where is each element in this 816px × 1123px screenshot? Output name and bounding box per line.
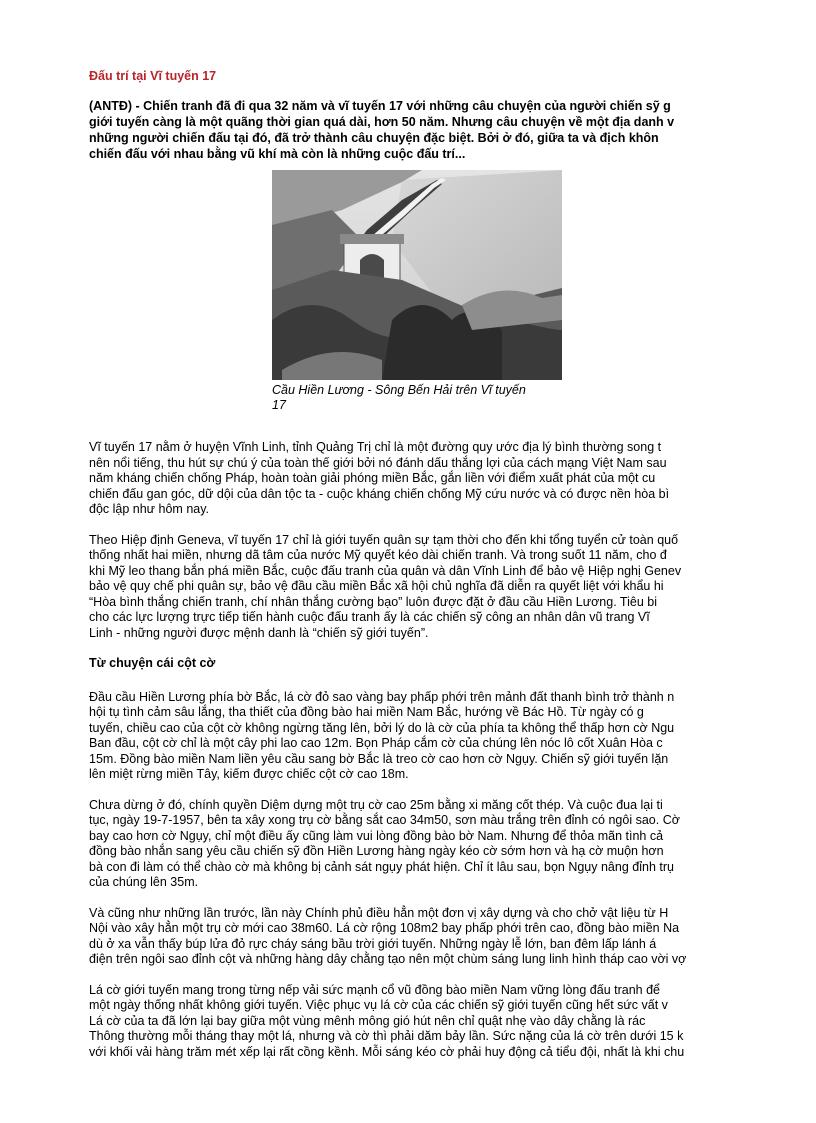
- text-line: một ngày thống nhất không giới tuyến. Việc phục vụ lá cờ của các chiến sỹ giới tuyến cũng hết sức vất v: [89, 998, 668, 1012]
- article-body: [89, 440, 732, 1100]
- text-line: 15m. Đồng bào miền Nam liền yêu cầu sang bờ Bắc là treo cờ cao hơn cờ Ngụy. Chiến sỹ giới tuyến lặn: [89, 751, 669, 766]
- text-line: với khối vải hàng trăm mét xếp lại rất cồng kềnh. Mỗi sáng kéo cờ phải huy động cả tiểu đội, nhất là khi chu: [89, 1044, 685, 1059]
- text-line: bảo vệ quy chế phi quân sự, bảo vệ đầu cầu miền Bắc xã hội chủ nghĩa đã diễn ra quyết liệt với khẩu hi: [89, 579, 664, 593]
- text-line: điện trên ngôi sao đỉnh cột và những hàng dây chằng tạo nên một chùm sáng lung linh hình tháp cao vời vợ: [89, 952, 687, 966]
- paragraph: [89, 798, 732, 891]
- text-line: độc lập như hôm nay.: [89, 502, 210, 516]
- text-line: Nội vào xây hẳn một trụ cờ mới cao 38m60. Lá cờ rộng 108m2 bay phấp phới trên cao, đồng bào miền Na: [89, 921, 680, 935]
- text-line: khi Mỹ leo thang bắn phá miền Bắc, cuộc đấu tranh của quân và dân Vĩnh Linh để bảo vệ Hiệp nghị Genev: [89, 563, 682, 578]
- text-line: Theo Hiệp định Geneva, vĩ tuyến 17 chỉ là giới tuyến quân sự tạm thời cho đến khi tổng tuyển cử toàn quố: [89, 532, 679, 547]
- photo-caption: [272, 383, 572, 413]
- text-line: Ban đầu, cột cờ chỉ là một cây phi lao cao 12m. Bọn Pháp cắm cờ của chúng lên nóc lô cốt Xuân Hòa c: [89, 736, 663, 750]
- paragraph: [89, 440, 732, 518]
- paragraph: [89, 906, 732, 968]
- paragraph: [89, 983, 732, 1061]
- text-line: đồng bào nhắn sang yêu cầu chiến sỹ đồn Hiền Lương hàng ngày kéo cờ sớm hơn và hạ cờ muộn hơn: [89, 844, 664, 858]
- caption-line: 17: [272, 398, 286, 412]
- text-line: dù ở xa vẫn thấy búp lửa đỏ rực cháy sáng bầu trời giới tuyến. Những ngày lễ lớn, ban đêm lấp lánh á: [89, 936, 657, 951]
- text-line: bay cao hơn cờ Ngụy, chỉ một điều ấy cũng làm vui lòng đồng bào bờ Nam. Nhưng để thỏa mãn tình cả: [89, 828, 664, 843]
- text-line: thống nhất hai miền, nhưng dã tâm của nước Mỹ quyết kéo dài chiến tranh. Và trong suốt 11 năm, cho đ: [89, 548, 667, 562]
- paragraph: [89, 690, 732, 783]
- text-line: Vĩ tuyến 17 nằm ở huyện Vĩnh Linh, tỉnh Quảng Trị chỉ là một đường quy ước địa lý bình thường song t: [89, 440, 662, 454]
- text-line: của chúng lên 35m.: [89, 875, 199, 889]
- text-line: hội tụ tình cảm sâu lắng, tha thiết của đồng bào hai miền Nam Bắc, hướng về Bác Hồ. Từ ngày có g: [89, 705, 644, 719]
- lead-line: (ANTĐ) - Chiến tranh đã đi qua 32 năm và vĩ tuyến 17 với những câu chuyện của người chiến sỹ g: [89, 99, 671, 113]
- lead-line: những người chiến đấu tại đó, đã trở thành câu chuyện đặc biệt. Bởi ở đó, giữa ta và địch khôn: [89, 131, 659, 145]
- text-line: Đầu cầu Hiền Lương phía bờ Bắc, lá cờ đỏ sao vàng bay phấp phới trên mảnh đất thanh bình trở thành n: [89, 689, 675, 704]
- text-line: Linh - những người được mệnh danh là “chiến sỹ giới tuyến”.: [89, 625, 429, 640]
- caption-line: Cầu Hiền Lương - Sông Bến Hải trên Vĩ tuyến: [272, 383, 526, 397]
- text-line: bà con đi làm có thể chào cờ mà không bị cảnh sát ngụy phát hiện. Chỉ ít lâu sau, bọn Ngụy nâng đỉnh trụ: [89, 859, 674, 874]
- bridge-photo: [272, 170, 562, 380]
- section-heading: Từ chuyện cái cột cờ: [89, 656, 216, 670]
- lead-line: giới tuyến càng là một quãng thời gian quá dài, hơn 50 năm. Nhưng câu chuyện về một địa danh v: [89, 115, 675, 129]
- text-line: Lá cờ của ta đã lớn lại bay giữa một vùng mênh mông gió hút nên chỉ quật nhẹ vào dây chằng là rác: [89, 1013, 646, 1028]
- lead-line: chiến đấu với nhau bằng vũ khí mà còn là những cuộc đấu trí...: [89, 147, 466, 161]
- text-line: Thông thường mỗi tháng thay một lá, nhưng và cờ thì phải dăm bảy lần. Sức nặng của lá cờ trên dưới 15 k: [89, 1029, 684, 1043]
- text-line: nên nổi tiếng, thu hút sự chú ý của toàn thế giới bởi nó đánh dấu thắng lợi của cách mạng Việt Nam sau: [89, 455, 667, 470]
- text-line: chiến đấu gan góc, dữ dội của dân tộc ta - cuộc kháng chiến chống Mỹ cứu nước và có được nền hòa bì: [89, 486, 670, 501]
- text-line: cho các lực lượng trực tiếp tiến hành cuộc đấu tranh ấy là các chiến sỹ công an nhân dân vũ trang Vĩ: [89, 610, 650, 624]
- text-line: tuyến, chiều cao của cột cờ không ngừng tăng lên, bởi lý do là cờ của phía ta không thể thấp hơn cờ Ngu: [89, 720, 675, 735]
- text-line: tục, ngày 19-7-1957, bên ta xây xong trụ cờ bằng sắt cao 34m50, sơn màu trắng trên đỉnh có ngôi sao. Cờ: [89, 813, 680, 827]
- article-lead: [89, 98, 731, 162]
- text-line: Chưa dừng ở đó, chính quyền Diệm dựng một trụ cờ cao 25m bằng xi măng cốt thép. Và cuộc đua lại ti: [89, 797, 663, 812]
- text-line: Lá cờ giới tuyến mang trong từng nếp vải sức mạnh cổ vũ đồng bào miền Nam vững lòng đấu tranh để: [89, 982, 660, 997]
- text-line: “Hòa bình thắng chiến tranh, chí nhân thắng cường bạo” luôn được đặt ở đầu cầu Hiền Lương. Tiêu bi: [89, 594, 657, 609]
- paragraph: [89, 533, 732, 642]
- article-title: Đấu trí tại Vĩ tuyến 17: [89, 69, 217, 83]
- text-line: Và cũng như những lần trước, lần này Chính phủ điều hẳn một đơn vị xây dựng và cho chở vật liệu từ H: [89, 905, 669, 920]
- text-line: năm kháng chiến chống Pháp, hoàn toàn giải phóng miền Bắc, gắn liền với điểm xuất phát của một cu: [89, 471, 656, 485]
- text-line: lên miệt rừng miền Tây, kiếm được chiếc cột cờ cao 18m.: [89, 767, 409, 781]
